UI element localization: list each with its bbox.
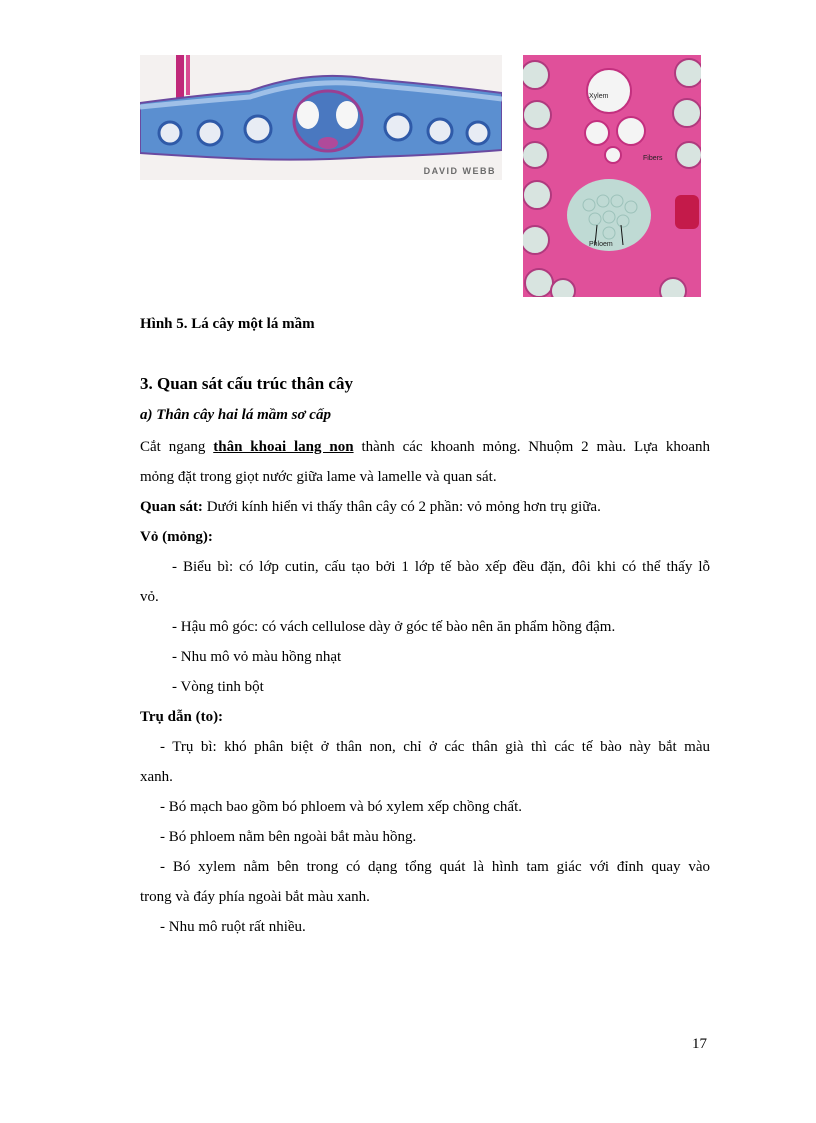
vo-item-2: - Hậu mô góc: có vách cellulose dày ở góc tế bào nên ăn phẩm hồng đậm. — [172, 619, 616, 635]
observation-label: Quan sát: — [140, 499, 203, 515]
section-title: 3. Quan sát cấu trúc thân cây — [140, 374, 353, 393]
phloem-label: Phloem — [589, 241, 613, 248]
leaf-micrograph-drawing — [140, 55, 502, 180]
vo-item-3: - Nhu mô vỏ màu hồng nhạt — [172, 649, 342, 665]
figure-caption: Hình 5. Lá cây một lá mầm — [140, 316, 315, 332]
xylem-label: Xylem — [589, 93, 609, 100]
tru-heading: Trụ dẫn (to): — [140, 709, 224, 725]
vo-heading: Vỏ (mỏng): — [140, 529, 213, 545]
tru-item-1-line-2: xanh. — [140, 769, 173, 785]
tru-item-3: - Bó phloem nằm bên ngoài bắt màu hồng. — [160, 829, 417, 845]
para1-emphasis: thân khoai lang non — [213, 439, 354, 455]
subsection-title: a) Thân cây hai lá mầm sơ cấp — [140, 407, 331, 423]
page-number: 17 — [692, 1036, 707, 1052]
vo-item-4: - Vòng tinh bột — [172, 679, 264, 695]
para1-prefix: Cắt ngang — [140, 439, 214, 455]
vascular-bundle-image — [523, 55, 701, 297]
fibers-label: Fibers — [643, 155, 663, 162]
observation-text: Dưới kính hiển vi thấy thân cây có 2 phần: vỏ mỏng hơn trụ giữa. — [202, 499, 601, 515]
image-watermark: DAVID WEBB — [423, 166, 496, 176]
tru-item-1-line-1: - Trụ bì: khó phân biệt ở thân non, chỉ ở các thân già thì các tế bào này bắt màu — [160, 739, 710, 755]
vo-item-1-line-2: vỏ. — [140, 589, 159, 605]
paragraph-1-line-2: mỏng đặt trong giọt nước giữa lame và lamelle và quan sát. — [140, 469, 497, 485]
tru-item-2: - Bó mạch bao gồm bó phloem và bó xylem xếp chồng chất. — [160, 799, 522, 815]
tru-item-5: - Nhu mô ruột rất nhiều. — [160, 919, 306, 935]
para1-suffix: thành các khoanh mỏng. Nhuộm 2 màu. Lựa khoanh — [353, 439, 710, 455]
vo-item-1-line-1: - Biểu bì: có lớp cutin, cấu tạo bởi 1 lớp tế bào xếp đều đặn, đôi khi có thể thấy lỗ — [172, 559, 710, 575]
paragraph-1-line-1 — [140, 437, 710, 457]
tru-item-4-line-2: trong và đáy phía ngoài bắt màu xanh. — [140, 889, 370, 905]
leaf-cross-section-image — [140, 55, 502, 180]
paragraph-2 — [140, 497, 710, 517]
tru-item-4-line-1: - Bó xylem nằm bên trong có dạng tổng quát là hình tam giác với đỉnh quay vào — [160, 859, 710, 875]
vascular-bundle-drawing — [523, 55, 701, 297]
